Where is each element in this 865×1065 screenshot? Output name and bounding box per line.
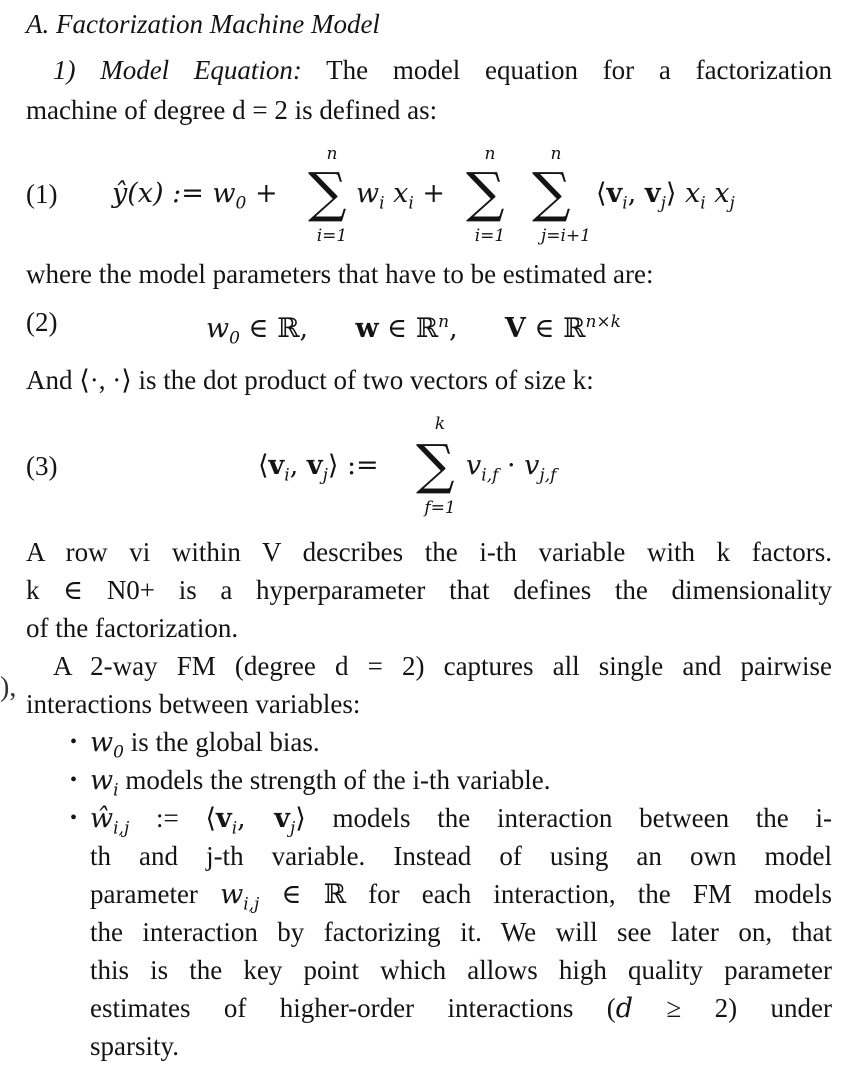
eq2-expression: $w_0$ ∈ ℝ, w ∈ ℝ$^n$, V ∈ ℝ$^{n\times k}$ xyxy=(206,312,621,349)
eq1-sum2-sigma: ∑ xyxy=(466,161,505,224)
eq3-sum-upper: k xyxy=(434,414,446,434)
twoway-para-line-1: A 2-way FM (degree d = 2) captures all single and pairwise xyxy=(53,651,832,681)
eq1-lhs: ŷ(x) := $w_0$ + xyxy=(112,178,278,214)
row-para-line-2: k ∈ N0+ is a hyperparameter that defines the dimensionality xyxy=(26,575,832,605)
equation-1 xyxy=(26,140,832,250)
eq1-sum3-sigma: ∑ xyxy=(532,161,571,224)
bullet-3-line-3: parameter $w_{i,j}$ ∈ ℝ for each interaction, the FM models xyxy=(90,879,832,915)
eq1-sum1-sigma: ∑ xyxy=(308,161,347,224)
dot-product-sentence: And ⟨·, ·⟩ is the dot product of two vectors of size k: xyxy=(26,365,594,395)
eq1-sum2-upper: n xyxy=(484,144,496,164)
bullet-3-line-7: sparsity. xyxy=(90,1031,179,1061)
eq3-lhs: $⟨v_i$, $v_j⟩$ := xyxy=(258,450,379,486)
bullet-3-line-6: estimates of higher-order interactions (d ≥ 2) under xyxy=(90,993,832,1024)
row-para-line-3: of the factorization. xyxy=(26,613,239,643)
eq3-rhs: $v_{i,f} \cdot v_{j,f}$ xyxy=(466,450,557,486)
bullet-2: $w_i$ models the strength of the i-th variable. xyxy=(90,765,551,801)
eq3-sum-sigma: ∑ xyxy=(416,433,455,496)
eq1-sum1-upper: n xyxy=(326,144,338,164)
eq1-interaction-term: $⟨v_i$, $v_j⟩$ $x_i$ $x_j$ xyxy=(596,178,735,214)
twoway-para-line-2: interactions between variables: xyxy=(26,689,361,719)
bullet-3-line-2: th and j-th variable. Instead of using an own model xyxy=(90,841,832,871)
equation-2 xyxy=(26,300,832,350)
eq2-number: (2) xyxy=(26,307,58,337)
eq1-number: (1) xyxy=(26,179,58,209)
eq1-sum1-lower: i=1 xyxy=(316,226,348,246)
section-heading: A. Factorization Machine Model xyxy=(26,9,380,39)
eq1-linear-term: $w_i$ $x_i$ + xyxy=(356,178,446,214)
eq3-number: (3) xyxy=(26,451,58,481)
params-sentence: where the model parameters that have to be estimated are: xyxy=(26,259,654,289)
eq3-sum-lower: f=1 xyxy=(424,498,456,518)
cropped-margin-glyph: ), xyxy=(0,672,17,703)
bullet-dot-3: • xyxy=(70,807,78,829)
eq1-sum2-lower: i=1 xyxy=(474,226,506,246)
bullet-dot-1: • xyxy=(70,731,78,753)
bullet-1: $w_0$ is the global bias. xyxy=(90,727,320,763)
subsection-line-1 xyxy=(26,54,832,86)
bullet-3-line-4: the interaction by factorizing it. We will see later on, that xyxy=(90,917,832,947)
bullet-dot-2: • xyxy=(70,769,78,791)
bullet-3-line-5: this is the key point which allows high quality parameter xyxy=(90,955,832,985)
bullet-3-line-1: $ŵ_{i,j}$ := $⟨v_i$, $v_j⟩$ models the interaction between the i- xyxy=(90,803,833,839)
row-para-line-1: A row vi within V describes the i-th variable with k factors. xyxy=(26,537,832,567)
eq1-sum3-upper: n xyxy=(550,144,562,164)
subsection-line-2: machine of degree d = 2 is defined as: xyxy=(26,95,438,125)
subsection-label: 1) Model Equation: xyxy=(53,55,302,85)
equation-3 xyxy=(26,410,832,520)
eq1-sum3-lower: j=i+1 xyxy=(540,226,591,246)
subsection-text-1: The model equation for a factorization xyxy=(326,55,833,85)
